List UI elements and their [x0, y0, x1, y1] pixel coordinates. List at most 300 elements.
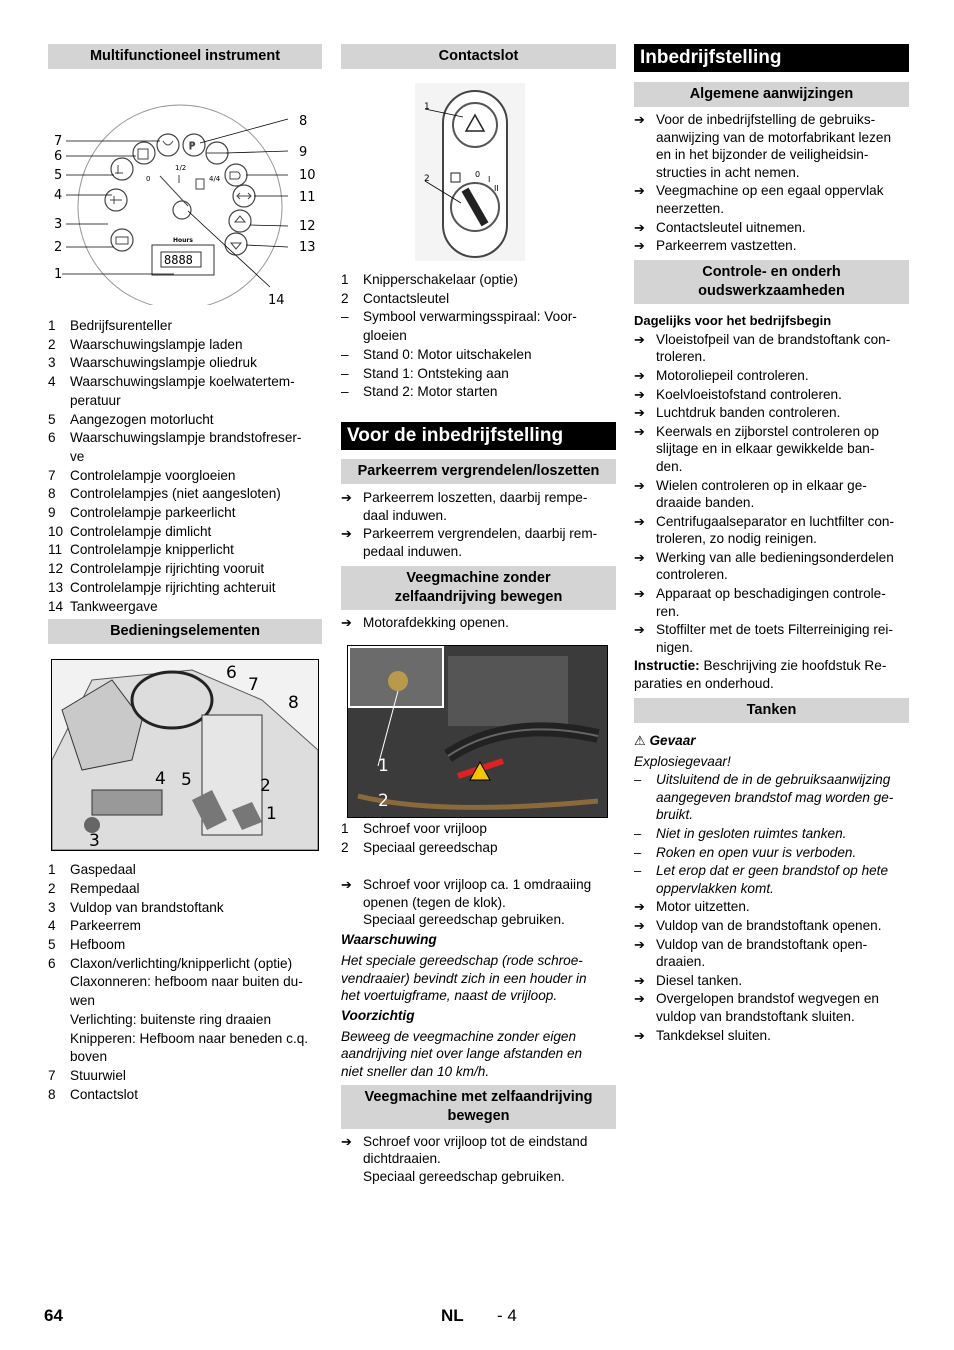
step-line: Diesel tanken. — [656, 972, 743, 988]
step-line: Motoroliepeil controleren. — [656, 367, 809, 383]
list-item — [48, 917, 322, 936]
coolant-lamp — [111, 158, 133, 180]
item-text: Waarschuwingslampje koelwatertem- — [70, 374, 295, 390]
item-text: Stuurwiel — [70, 1067, 126, 1083]
item-text: Waarschuwingslampje brandstofreser- — [70, 430, 302, 446]
ignition-pos-2: II — [494, 184, 499, 193]
callout-14: 14 — [268, 293, 285, 305]
list-item — [48, 973, 322, 992]
maintenance-heading: Controle- en onderh oudswerkzaamheden — [634, 260, 909, 304]
list-item — [48, 955, 322, 974]
arrow-icon: ➔ — [634, 331, 645, 347]
sub-page-number: - 4 — [497, 1306, 517, 1325]
hours-label: Hours — [173, 237, 193, 244]
item-number: 11 — [48, 542, 63, 558]
general-steps — [634, 111, 909, 255]
callout-4: 4 — [54, 188, 63, 203]
step-line: Uitsluitend de in de gebruiksaanwijzing — [656, 772, 891, 788]
step-line: Wielen controleren op in elkaar ge- — [656, 477, 867, 493]
item-text: Waarschuwingslampje oliedruk — [70, 355, 257, 371]
controls-heading: Bedieningselementen — [48, 619, 322, 644]
step-text — [656, 513, 894, 548]
item-number: – — [341, 346, 349, 362]
warning-triangle-icon: ⚠ — [634, 732, 646, 748]
item-text: Waarschuwingslampje laden — [70, 336, 243, 352]
fuel-heading: Tanken — [634, 698, 909, 723]
fuel-gauge-hub — [173, 201, 191, 219]
step-text — [656, 990, 879, 1025]
item-text: peratuur — [70, 392, 121, 408]
item-text: Verlichting: buitenste ring draaien — [70, 1011, 272, 1027]
step — [634, 219, 909, 237]
item-number: 4 — [48, 918, 56, 934]
list-item — [48, 541, 322, 560]
dash-icon: – — [634, 863, 642, 879]
callout-11: 11 — [299, 190, 316, 205]
step-line: slijtage en in elkaar gewikkelde ban- — [656, 441, 875, 457]
item-text: Speciaal gereedschap — [363, 839, 498, 855]
list-item — [48, 392, 322, 411]
step — [634, 862, 909, 897]
page-number: 64 — [44, 1306, 63, 1325]
item-text: Claxon/verlichting/knipperlicht (optie) — [70, 955, 293, 971]
arrow-icon: ➔ — [634, 917, 645, 933]
item-text: Controlelampje rijrichting achteruit — [70, 579, 276, 595]
step — [634, 404, 909, 422]
item-number: 6 — [48, 955, 56, 971]
engine-callout-2: 2 — [378, 790, 389, 811]
list-item — [48, 523, 322, 542]
step-line: controleren. — [656, 567, 728, 583]
language-code: NL — [441, 1306, 464, 1325]
list-item — [48, 936, 322, 955]
step-text — [656, 182, 884, 217]
step — [634, 423, 909, 476]
step — [634, 825, 909, 843]
item-text: ve — [70, 448, 85, 464]
step-line: Let erop dat er geen brandstof op hete — [656, 863, 889, 879]
ignition-legend — [341, 271, 616, 402]
callout-6: 6 — [54, 149, 63, 164]
list-item — [48, 485, 322, 504]
photo-callout-1: 1 — [266, 804, 277, 825]
step — [341, 489, 616, 524]
callout-12: 12 — [299, 219, 316, 234]
item-text: Stand 0: Motor uitschakelen — [363, 346, 532, 362]
item-number — [48, 1030, 70, 1049]
item-number: 2 — [48, 880, 56, 896]
parking-brake-heading: Parkeerrem vergrendelen/loszetten — [341, 459, 616, 484]
item-number — [48, 1011, 70, 1030]
step-line: Tankdeksel sluiten. — [656, 1027, 771, 1043]
charge-lamp — [111, 229, 133, 251]
step-text — [656, 404, 840, 422]
list-item — [48, 317, 322, 336]
step-line: vuldop van brandstoftank sluiten. — [656, 1008, 855, 1024]
item-number: 3 — [48, 899, 56, 915]
general-heading: Algemene aanwijzingen — [634, 82, 909, 107]
dimlight-lamp — [225, 164, 247, 186]
step-line: pedaal induwen. — [363, 543, 463, 559]
step-line: structies in acht nemen. — [656, 164, 800, 180]
controls-photo — [51, 659, 319, 851]
item-number: 12 — [48, 561, 64, 577]
section-startup: Inbedrijfstelling — [634, 44, 909, 72]
callout-5: 5 — [54, 168, 63, 183]
instrument-legend — [48, 317, 322, 616]
reverse-lamp — [225, 233, 247, 255]
caution-text: Beweeg de veegmachine zonder eigen aandrijving niet over lange afstanden en niet sneller dan 10 km/h. — [341, 1028, 583, 1080]
arrow-icon: ➔ — [634, 405, 645, 421]
arrow-icon: ➔ — [634, 513, 645, 529]
tow-heading — [341, 566, 616, 610]
photo-callout-2: 2 — [260, 776, 271, 797]
step — [634, 182, 909, 217]
fuel-reserve-lamp — [133, 142, 155, 164]
dash-icon: – — [634, 844, 642, 860]
note: Instructie: Beschrijving zie hoofdstuk Re- paraties en onderhoud. — [634, 658, 887, 692]
item-text: Claxonneren: hefboom naar buiten du- — [70, 974, 303, 990]
item-number — [48, 448, 70, 467]
item-text: Gaspedaal — [70, 862, 136, 878]
hours-display: 8888 — [164, 253, 193, 267]
engine-callout-1: 1 — [378, 755, 389, 776]
ignition-figure — [341, 83, 616, 261]
item-text: Knipperen: Hefboom naar beneden c.q. — [70, 1030, 309, 1046]
step-line: troleren, zo nodig reinigen. — [656, 531, 817, 547]
step-text — [656, 844, 856, 862]
engine-photo — [347, 645, 608, 818]
step — [634, 1027, 909, 1045]
step-line: oppervlakken komt. — [656, 880, 774, 896]
step — [634, 331, 909, 366]
item-text: Aangezogen motorlucht — [70, 411, 214, 427]
list-item — [48, 880, 322, 899]
step-text — [656, 111, 891, 181]
arrow-icon: ➔ — [341, 615, 352, 631]
instrument-figure — [48, 69, 322, 305]
column-3 — [634, 44, 909, 1044]
item-number: 8 — [48, 1086, 56, 1102]
list-item — [48, 1067, 322, 1086]
item-number: 5 — [48, 411, 56, 427]
step-line: Vuldop van de brandstoftank openen. — [656, 917, 882, 933]
item-number: – — [341, 384, 349, 400]
step — [634, 111, 909, 181]
arrow-icon: ➔ — [634, 549, 645, 565]
list-item — [48, 429, 322, 448]
step-line: draaien. — [656, 954, 706, 970]
list-item — [48, 467, 322, 486]
item-text: Tankweergave — [70, 598, 158, 614]
list-item — [341, 365, 616, 384]
step-text — [656, 237, 797, 255]
arrow-icon: ➔ — [634, 423, 645, 439]
step — [634, 386, 909, 404]
item-number: 2 — [48, 336, 56, 352]
step-line: Parkeerrem vergrendelen, daarbij rem- — [363, 526, 598, 542]
step-text — [656, 367, 809, 385]
step-text — [656, 972, 742, 990]
step-text — [363, 489, 587, 524]
list-item — [48, 411, 322, 430]
section-before-startup: Voor de inbedrijfstelling — [341, 422, 616, 450]
step-text — [656, 549, 894, 584]
instrument-heading: Multifunctioneel instrument — [48, 44, 322, 69]
gauge-zero-label: 0 — [146, 175, 151, 183]
step-line: Contactsleutel uitnemen. — [656, 219, 806, 235]
list-item — [48, 448, 322, 467]
arrow-icon: ➔ — [634, 1027, 645, 1043]
item-number: 8 — [48, 486, 56, 502]
step — [634, 549, 909, 584]
arrow-icon: ➔ — [634, 477, 645, 493]
step-line: Parkeerrem vastzetten. — [656, 238, 797, 254]
step-text — [656, 477, 867, 512]
arrow-icon: ➔ — [634, 183, 645, 199]
list-item — [48, 899, 322, 918]
step-text — [656, 585, 886, 620]
parking-brake-steps — [341, 489, 616, 560]
step-line: Centrifugaalseparator en luchtfilter con- — [656, 513, 895, 529]
danger-sub: Explosiegevaar! — [634, 753, 731, 769]
callout-13: 13 — [299, 240, 316, 255]
list-item — [341, 308, 616, 327]
step-line: Luchtdruk banden controleren. — [656, 405, 841, 421]
self-drive-heading: Veegmachine met zelfaandrijving bewegen — [341, 1085, 616, 1129]
item-number: – — [341, 309, 349, 325]
arrow-icon: ➔ — [634, 586, 645, 602]
engine-legend — [341, 820, 616, 857]
arrow-icon: ➔ — [634, 991, 645, 1007]
danger-label: ⚠ Gevaar — [634, 732, 696, 748]
item-text: Bedrijfsurenteller — [70, 318, 172, 333]
list-item — [341, 383, 616, 402]
list-item — [48, 354, 322, 373]
item-number: 10 — [48, 523, 64, 539]
list-item — [48, 1030, 322, 1049]
step-text — [656, 862, 888, 897]
item-text: Controlelampjes (niet aangesloten) — [70, 486, 281, 502]
self-drive-step-sub: Speciaal gereedschap gebruiken. — [363, 1168, 565, 1184]
item-text: Symbool verwarmingsspiraal: Voor- — [363, 309, 577, 325]
list-item — [48, 1011, 322, 1030]
callout-7: 7 — [54, 134, 63, 149]
warning-label: Waarschuwing — [341, 932, 437, 948]
arrow-icon: ➔ — [634, 367, 645, 383]
step-line: Niet in gesloten ruimtes tanken. — [656, 826, 847, 841]
callout-8: 8 — [299, 114, 308, 129]
list-item — [48, 504, 322, 523]
step-text — [656, 331, 890, 366]
svg-text:P: P — [189, 141, 196, 152]
callout-2: 2 — [54, 240, 63, 255]
callout-10: 10 — [299, 168, 316, 183]
step-text — [656, 219, 806, 237]
list-item — [48, 336, 322, 355]
tow-step-2-sub: Speciaal gereedschap gebruiken. — [363, 912, 565, 928]
gauge-half-label: 1/2 — [175, 164, 187, 172]
callout-3: 3 — [54, 217, 63, 232]
step-line: Overgelopen brandstof wegvegen en — [656, 991, 879, 1007]
item-text: Stand 2: Motor starten — [363, 384, 498, 400]
item-text: Contactsleutel — [363, 290, 450, 306]
step-line: Stoffilter met de toets Filterreiniging rei- — [656, 622, 893, 638]
step — [634, 585, 909, 620]
item-number: – — [341, 365, 349, 381]
list-item — [341, 346, 616, 365]
forward-lamp — [229, 210, 251, 232]
daily-label: Dagelijks voor het bedrijfsbegin — [634, 312, 832, 328]
step-line: aangegeven brandstof mag worden ge- — [656, 789, 894, 805]
step-line: troleren. — [656, 349, 706, 365]
step-line: Voor de inbedrijfstelling de gebruiks- — [656, 112, 876, 127]
arrow-icon: ➔ — [634, 112, 645, 127]
list-item — [48, 373, 322, 392]
step-text — [363, 525, 597, 560]
list-item — [48, 861, 322, 880]
tow-step: ➔ Motorafdekking openen. — [341, 615, 509, 631]
step-text — [656, 771, 893, 824]
arrow-icon: ➔ — [341, 526, 352, 542]
list-item — [48, 992, 322, 1011]
step-line: daal induwen. — [363, 507, 447, 523]
item-number — [48, 392, 70, 411]
item-text: Knipperschakelaar (optie) — [363, 272, 518, 287]
item-text: Controlelampje dimlicht — [70, 523, 212, 539]
arrow-icon: ➔ — [634, 899, 645, 915]
step-line: Roken en open vuur is verboden. — [656, 844, 857, 860]
step-text — [656, 621, 893, 656]
step-text — [656, 917, 881, 935]
arrow-icon: ➔ — [634, 386, 645, 402]
step — [634, 237, 909, 255]
tow-step-2: ➔ Schroef voor vrijloop ca. 1 omdraaiing openen (tegen de klok). — [341, 877, 592, 910]
item-text: Hefboom — [70, 937, 126, 953]
step — [634, 477, 909, 512]
step — [634, 917, 909, 935]
list-item — [341, 271, 616, 290]
arrow-icon: ➔ — [341, 489, 352, 505]
step-line: Veegmachine op een egaal oppervlak — [656, 183, 884, 199]
list-item — [48, 1086, 322, 1105]
item-number: 9 — [48, 505, 56, 521]
column-2 — [341, 44, 616, 1185]
gauge-full-label: 4/4 — [209, 175, 221, 183]
arrow-icon: ➔ — [634, 972, 645, 988]
item-number: 3 — [48, 355, 56, 371]
list-item — [341, 290, 616, 309]
item-text: Controlelampje rijrichting vooruit — [70, 561, 265, 577]
tow-heading-line1: Veegmachine zonder — [406, 570, 551, 587]
step-line: Werking van alle bedieningsonderdelen — [656, 549, 894, 565]
step-line: Keerwals en zijborstel controleren op — [656, 423, 879, 439]
danger-items — [634, 771, 909, 897]
callout-1: 1 — [54, 267, 63, 282]
item-text: Rempedaal — [70, 880, 140, 896]
photo-callout-7: 7 — [248, 675, 259, 696]
ignition-callout-1: 1 — [424, 102, 430, 112]
dash-icon: – — [634, 772, 642, 788]
item-text: Controlelampje parkeerlicht — [70, 505, 236, 521]
item-text: Stand 1: Ontsteking aan — [363, 365, 509, 381]
step-text — [656, 898, 750, 916]
dash-icon: – — [634, 826, 642, 841]
photo-callout-4: 4 — [155, 769, 166, 790]
step — [634, 771, 909, 824]
step-line: neerzetten. — [656, 200, 725, 216]
step-text — [656, 423, 879, 476]
step — [634, 844, 909, 862]
arrow-icon: ➔ — [634, 238, 645, 254]
arrow-icon: ➔ — [341, 877, 352, 893]
arrow-icon: ➔ — [634, 936, 645, 952]
item-number: 1 — [48, 862, 56, 878]
step — [634, 936, 909, 971]
caution-label: Voorzichtig — [341, 1007, 415, 1023]
item-text: gloeien — [363, 328, 407, 344]
step — [634, 621, 909, 656]
ignition-pos-0: 0 — [475, 170, 481, 179]
tow-heading-line2: zelfaandrijving bewegen — [394, 589, 563, 606]
step-line: en in het bijzonder de veiligheidsin- — [656, 147, 869, 163]
item-number: 6 — [48, 430, 56, 446]
arrow-icon: ➔ — [634, 219, 645, 235]
step — [634, 513, 909, 548]
item-number — [48, 992, 70, 1011]
step-text — [656, 1027, 771, 1045]
daily-steps — [634, 331, 909, 657]
photo-callout-3: 3 — [89, 831, 100, 851]
list-item — [48, 560, 322, 579]
step-text — [656, 936, 867, 971]
controls-legend — [48, 861, 322, 1104]
step — [634, 972, 909, 990]
photo-callout-5: 5 — [181, 770, 192, 791]
ignition-callout-2: 2 — [424, 174, 430, 184]
item-number: 7 — [48, 1067, 56, 1083]
fuel-steps — [634, 898, 909, 1044]
step-text — [656, 825, 846, 843]
step-line: den. — [656, 458, 683, 474]
step-line: Parkeerrem loszetten, daarbij rempe- — [363, 489, 588, 505]
item-text: Controlelampje voorgloeien — [70, 467, 236, 483]
step — [634, 367, 909, 385]
photo-callout-8: 8 — [288, 693, 299, 714]
list-item — [341, 820, 616, 839]
item-number — [48, 1048, 70, 1067]
ignition-pos-1: I — [488, 175, 491, 184]
item-text: wen — [70, 993, 95, 1009]
instrument-diagram — [48, 69, 322, 305]
item-number: 4 — [48, 374, 56, 390]
step-line: nigen. — [656, 639, 694, 655]
step — [634, 898, 909, 916]
step-line: Motor uitzetten. — [656, 899, 750, 915]
item-text: boven — [70, 1049, 108, 1065]
list-item — [341, 327, 616, 346]
self-drive-step: ➔ Schroef voor vrijloop tot de eindstand dichtdraaien. — [341, 1133, 588, 1167]
photo-callout-6: 6 — [226, 663, 237, 684]
arrow-icon: ➔ — [634, 622, 645, 638]
step-text — [656, 386, 842, 404]
callout-9: 9 — [299, 145, 308, 160]
step-line: draaide banden. — [656, 495, 755, 511]
step-line: Apparaat op beschadigingen controle- — [656, 586, 886, 602]
item-number: 1 — [48, 318, 56, 333]
item-text: Controlelampje knipperlicht — [70, 542, 234, 558]
step — [341, 525, 616, 560]
